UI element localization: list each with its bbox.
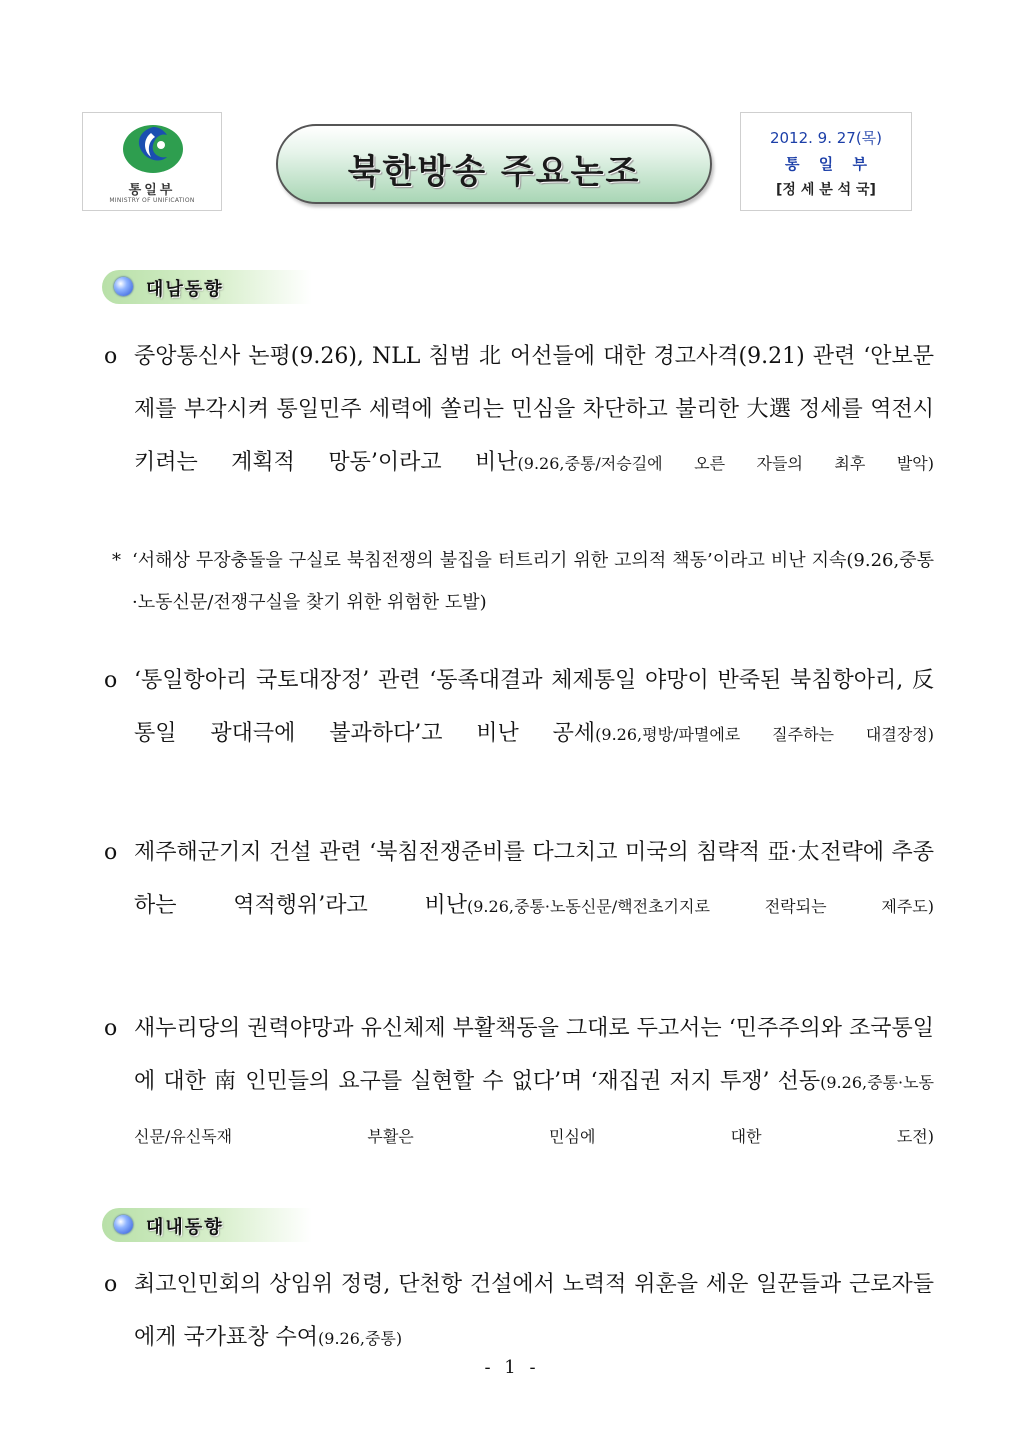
- logo-name: 통일부: [128, 183, 176, 198]
- bullet-dot-icon: [114, 1215, 133, 1234]
- date-box: [740, 112, 912, 211]
- item-source: (9.26,중통): [318, 1329, 403, 1348]
- item-source: (9.26,중통·노동신문/유신독재 부활은 민심에 대한 도전): [134, 1073, 934, 1146]
- bullet-mark: o: [104, 1272, 118, 1297]
- section-label: 대내동향: [146, 1217, 224, 1238]
- bullet-mark: o: [104, 344, 118, 369]
- list-item: [104, 1002, 934, 1163]
- list-item: [104, 1258, 934, 1365]
- ministry-logo: [82, 112, 222, 211]
- bullet-mark: o: [104, 668, 118, 693]
- item-source: (9.26,중통·노동신문/핵전초기지로 전락되는 제주도): [467, 897, 934, 916]
- publication-date: 2012. 9. 27(목): [769, 129, 883, 147]
- document-title-banner: [276, 124, 712, 204]
- document-title: 북한방송 주요논조: [347, 152, 641, 192]
- bullet-dot-icon: [114, 277, 133, 296]
- section-tag-south: [102, 270, 312, 304]
- item-text: 중앙통신사 논평(9.26), NLL 침범 北 어선들에 대한 경고사격(9.21) 관련 ‘안보문제를 부각시켜 통일민주 세력에 쏠리는 민심을 차단하고 불리한 大選 정세를 역전시키려는 계획적 망동’이라고 비난: [134, 344, 934, 475]
- page-number: - 1 -: [484, 1357, 540, 1378]
- list-item: [104, 330, 934, 490]
- item-text: 최고인민회의 상임위 정령, 단천항 건설에서 노력적 위훈을 세운 일꾼들과 근로자들에게 국가표창 수여: [134, 1272, 934, 1350]
- note-mark: *: [112, 550, 121, 571]
- list-item: [104, 654, 934, 761]
- list-item: [104, 826, 934, 933]
- item-text: 제주해군기지 건설 관련 ‘북침전쟁준비를 다그치고 미국의 침략적 亞·太전략에 추종하는 역적행위’라고 비난: [134, 840, 934, 918]
- item-text: ‘통일항아리 국토대장정’ 관련 ‘동족대결과 체제통일 야망이 반죽된 북침항아리, 反통일 광대극에 불과하다’고 비난 공세: [134, 668, 934, 746]
- department-name: [정 세 분 석 국]: [776, 182, 876, 198]
- item-source: (9.26,중통/저승길에 오른 자들의 최후 발악): [517, 454, 934, 473]
- logo-subtitle: MINISTRY OF UNIFICATION: [109, 197, 195, 204]
- item-source: (9.26,평방/파멸에로 질주하는 대결장정): [595, 725, 934, 744]
- unification-emblem-icon: [121, 123, 185, 175]
- list-item-note: [112, 540, 934, 624]
- note-text: ‘서해상 무장충돌을 구실로 북침전쟁의 불집을 터트리기 위한 고의적 책동’이라고 비난 지속(9.26,중통·노동신문/전쟁구실을 찾기 위한 위험한 도발): [132, 550, 934, 613]
- ministry-name: 통 일 부: [785, 155, 867, 173]
- bullet-mark: o: [104, 1016, 118, 1041]
- bullet-mark: o: [104, 840, 118, 865]
- item-text: 새누리당의 권력야망과 유신체제 부활책동을 그대로 두고서는 ‘민주주의와 조국통일에 대한 南 인민들의 요구를 실현할 수 없다’며 ‘재집권 저지 투쟁’ 선동: [134, 1016, 934, 1094]
- section-label: 대남동향: [146, 279, 224, 300]
- section-tag-internal: [102, 1208, 312, 1242]
